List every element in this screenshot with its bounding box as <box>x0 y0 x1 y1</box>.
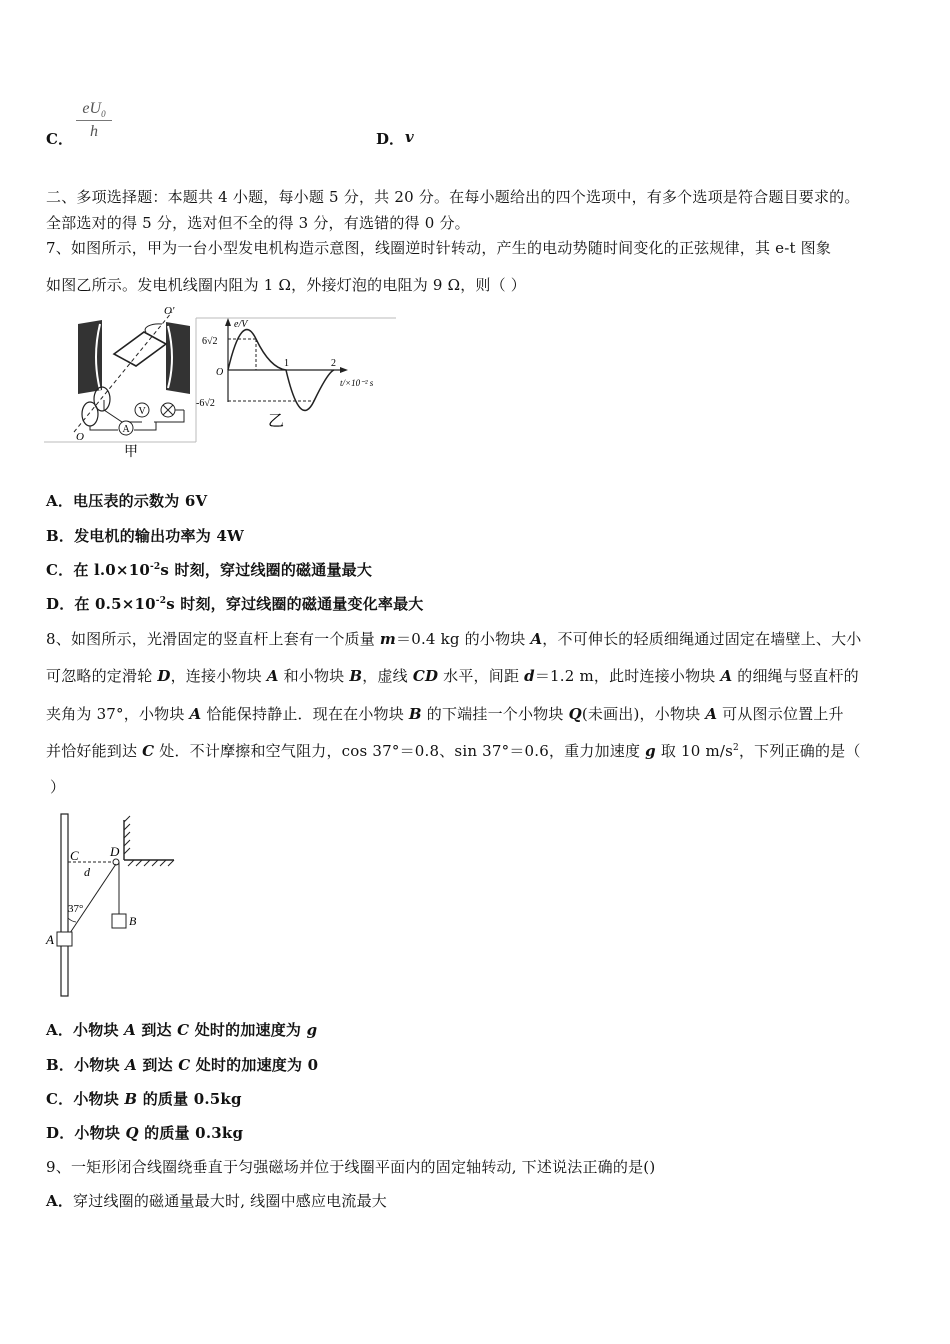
fraction-numerator: eU <box>82 100 102 117</box>
tick-1: 1 <box>284 358 289 369</box>
label-angle: 37° <box>68 903 84 915</box>
y-max-label: 6√2 <box>202 336 218 347</box>
vertical-rod <box>61 814 68 996</box>
q7-option-a: A．电压表的示数为 6V <box>46 492 208 510</box>
q8-stem-line2: 可忽略的定滑轮 D，连接小物块 A 和小物块 B，虚线 CD 水平，间距 d＝1.2 m，此时连接小物块 A 的细绳与竖直杆的 <box>46 667 859 685</box>
option-c-fraction <box>76 100 112 141</box>
et-graph <box>196 318 374 410</box>
q8-figure <box>44 808 178 998</box>
label-b: B <box>129 914 137 928</box>
q7-stem-line2: 如图乙所示。发电机线圈内阻为 1 Ω，外接灯泡的电阻为 9 Ω，则（ ） <box>46 276 527 294</box>
tick-2: 2 <box>331 358 336 369</box>
q8-stem-line5: ） <box>50 778 66 796</box>
q7-option-b: B．发电机的输出功率为 4W <box>46 527 244 545</box>
q8-option-a: A．小物块 A 到达 C 处时的加速度为 g <box>46 1021 318 1039</box>
label-d-point: D <box>110 844 120 859</box>
option-d-label: D． <box>376 130 405 148</box>
x-axis-label: t/×10⁻² s <box>340 378 374 388</box>
q8-option-c: C．小物块 B 的质量 0.5kg <box>46 1090 242 1108</box>
section-header-line1: 二、多项选择题：本题共 4 小题，每小题 5 分，共 20 分。在每小题给出的四个选项中，有多个选项是符合题目要求的。 <box>46 188 860 206</box>
q9-stem: 9、一矩形闭合线圈绕垂直于匀强磁场并位于线圈平面内的固定轴转动, 下述说法正确的是() <box>46 1158 656 1176</box>
figure-caption-jia: 甲 <box>124 445 138 460</box>
generator-diagram <box>74 305 190 443</box>
q7-option-c: C．在 $l.0\times 10^{-2}s$ 时刻，穿过线圈的磁通量最大 <box>46 561 373 579</box>
voltmeter-label: V <box>138 406 146 417</box>
q8-stem-line4: 并恰好能到达 C 处．不计摩擦和空气阻力，cos 37°＝0.8、sin 37°＝0.6，重力加速度 g 取 10 $m/s^2$，下列正确的是（ <box>46 742 861 760</box>
axis-label-o-prime: O' <box>164 305 175 317</box>
q8-option-d: D．小物块 Q 的质量 0.3kg <box>46 1124 244 1142</box>
y-min-label: -6√2 <box>196 398 215 409</box>
section-header-line2: 全部选对的得 5 分，选对但不全的得 3 分，有选错的得 0 分。 <box>46 214 470 232</box>
block-a <box>57 932 72 946</box>
q8-stem-line3: 夹角为 37°，小物块 A 恰能保持静止．现在在小物块 B 的下端挂一个小物块 Q(未画出)，小物块 A 可从图示位置上升 <box>46 705 844 723</box>
q7-option-d: D．在 $0.5\times 10^{-2}s$ 时刻，穿过线圈的磁通量变化率最大 <box>46 595 424 613</box>
origin-label: O <box>216 367 224 378</box>
ammeter-label: A <box>122 424 130 435</box>
label-a: A <box>46 932 54 947</box>
q7-stem-line1: 7、如图所示，甲为一台小型发电机构造示意图，线圈逆时针转动，产生的电动势随时间变化的正弦规律，其 e-t 图象 <box>46 239 832 257</box>
q8-option-b: B．小物块 A 到达 C 处时的加速度为 0 <box>46 1056 319 1074</box>
q9-option-a: A．穿过线圈的磁通量最大时, 线圈中感应电流最大 <box>46 1192 387 1210</box>
label-d: d <box>84 865 90 879</box>
option-c-label: C． <box>46 130 73 148</box>
fraction-subscript: 0 <box>101 109 106 120</box>
y-axis-label: e/V <box>234 319 248 330</box>
label-c: C <box>70 848 79 863</box>
option-d-value: v <box>405 128 414 146</box>
q8-stem-line1: 8、如图所示，光滑固定的竖直杆上套有一个质量 m＝0.4 kg 的小物块 A，不可伸长的轻质细绳通过固定在墙壁上、大小 <box>46 630 862 648</box>
figure-caption-yi: 乙 <box>268 413 285 430</box>
fraction-denominator: h <box>90 123 98 141</box>
q7-figure <box>44 302 400 462</box>
axis-label-o: O <box>76 431 84 443</box>
block-b <box>112 914 126 928</box>
